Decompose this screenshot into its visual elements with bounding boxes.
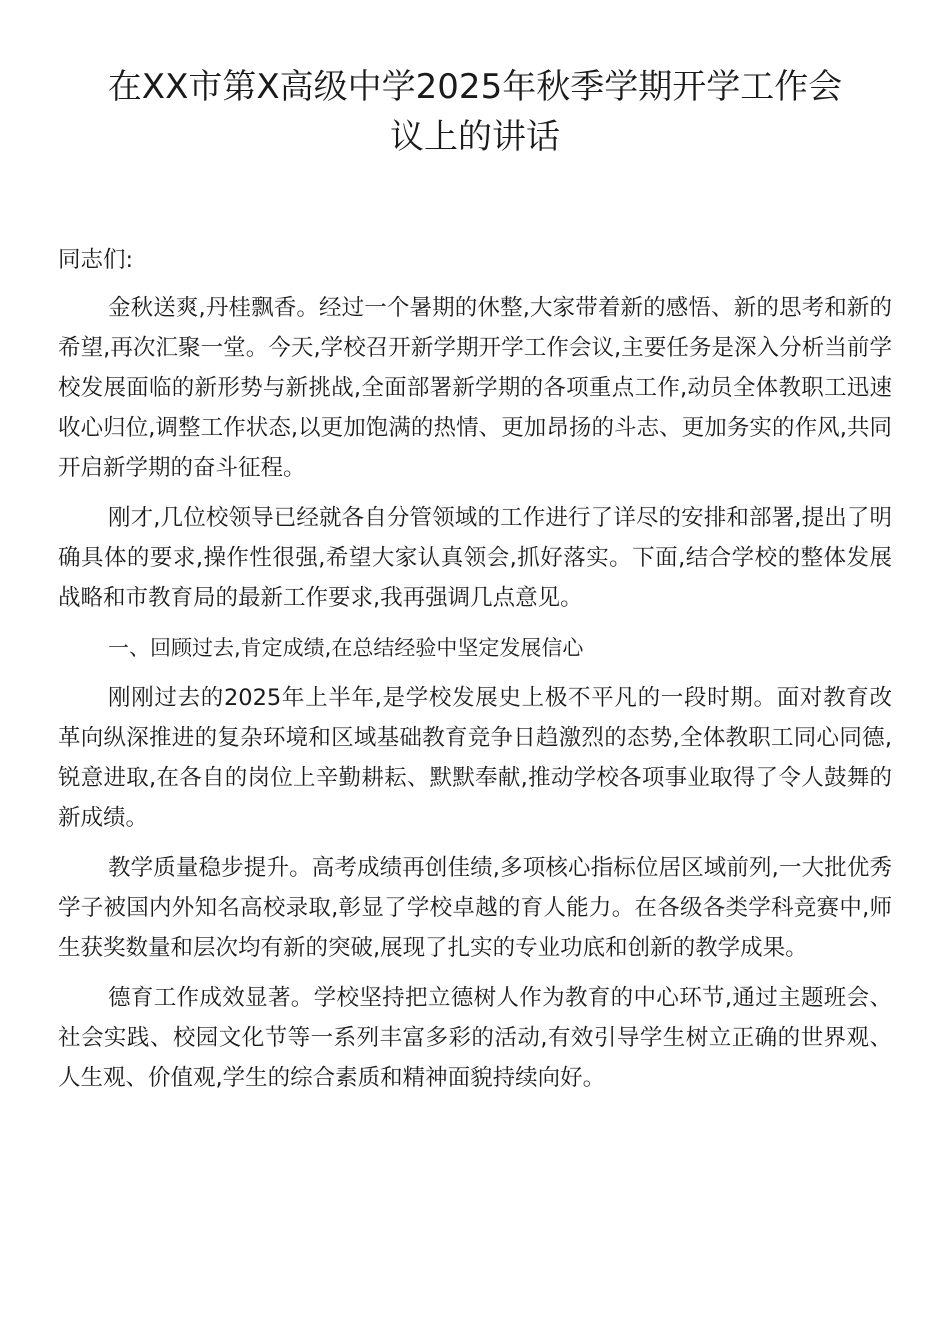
section-1-paragraph-3: 德育工作成效显著。学校坚持把立德树人作为教育的中心环节,通过主题班会、社会实践、校园文化节等一系列丰富多彩的活动,有效引导学生树立正确的世界观、人生观、价值观,学生的综合素质和精神面貌持续向好。 [58, 985, 892, 1091]
section-1-heading: 一、回顾过去,肯定成绩,在总结经验中坚定发展信心 [108, 636, 584, 660]
salutation: 同志们: [58, 247, 134, 273]
section-1-paragraph-2: 教学质量稳步提升。高考成绩再创佳绩,多项核心指标位居区域前列,一大批优秀学子被国内外知名高校录取,彰显了学校卓越的育人能力。在各级各类学科竞赛中,师生获奖数量和层次均有新的突破,展现了扎实的专业功底和创新的教学成果。 [58, 855, 892, 961]
section-1-paragraph-1: 刚刚过去的2025年上半年,是学校发展史上极不平凡的一段时期。面对教育改革向纵深推进的复杂环境和区域基础教育竞争日趋激烈的态势,全体教职工同心同德,锐意进取,在各自的岗位上辛勤耕耘、默默奉献,推动学校各项事业取得了令人鼓舞的新成绩。 [58, 685, 892, 831]
intro-paragraph-1: 金秋送爽,丹桂飘香。经过一个暑期的休整,大家带着新的感悟、新的思考和新的希望,再次汇聚一堂。今天,学校召开新学期开学工作会议,主要任务是深入分析当前学校发展面临的新形势与新挑战,全面部署新学期的各项重点工作,动员全体教职工迅速收心归位,调整工作状态,以更加饱满的热情、更加昂扬的斗志、更加务实的作风,共同开启新学期的奋斗征程。 [58, 295, 892, 481]
document-title [58, 62, 892, 162]
intro-paragraph-2: 刚才,几位校领导已经就各自分管领域的工作进行了详尽的安排和部署,提出了明确具体的要求,操作性很强,希望大家认真领会,抓好落实。下面,结合学校的整体发展战略和市教育局的最新工作要求,我再强调几点意见。 [58, 505, 892, 611]
title-line-2: 议上的讲话 [390, 117, 560, 157]
title-line-1: 在XX市第X高级中学2025年秋季学期开学工作会 [107, 67, 843, 107]
